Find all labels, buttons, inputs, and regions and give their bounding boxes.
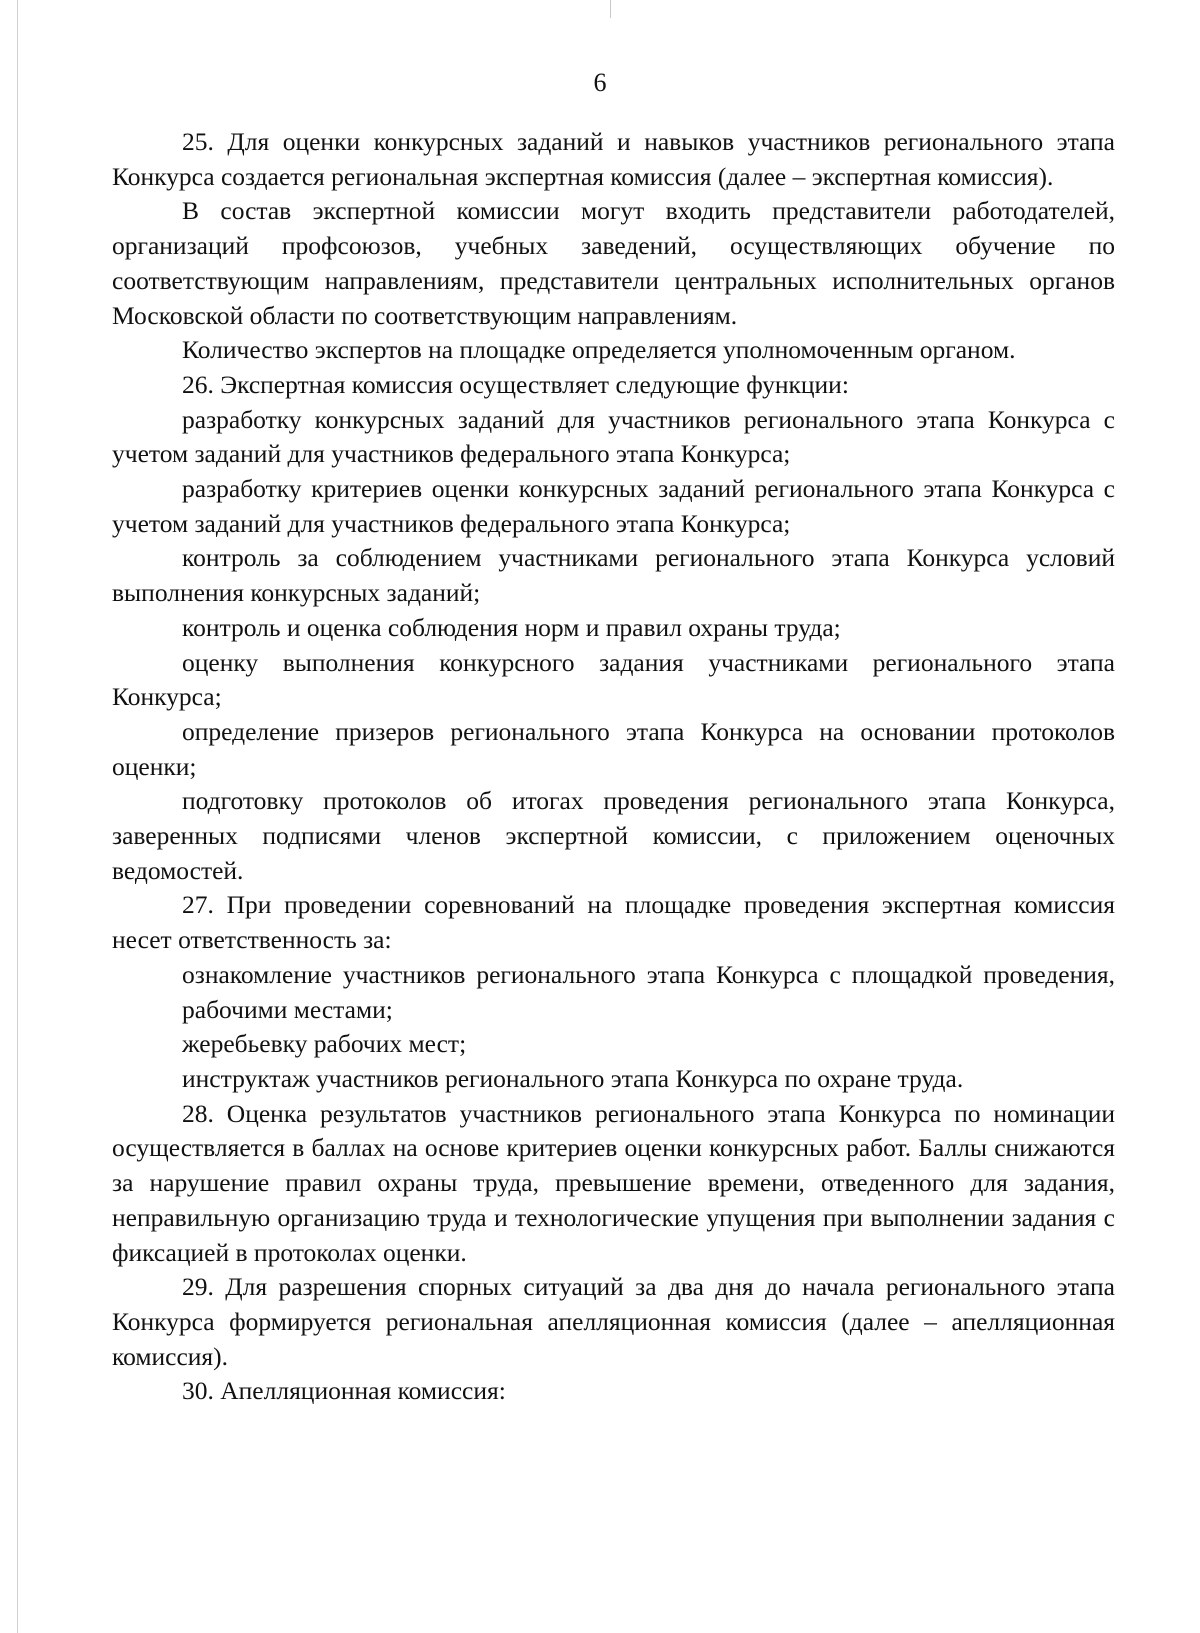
scan-margin-line [17,0,18,1633]
page-number: 6 [593,68,607,97]
list-item-safety-control: контроль и оценка соблюдения норм и правил охраны труда; [182,612,841,642]
scan-artifact-line [610,0,611,18]
paragraph-30: 30. Апелляционная комиссия: [182,1376,506,1406]
document-body [112,125,1115,1409]
paragraph-28: 28. Оценка результатов участников регионального этапа Конкурса по номинации осуществляется в баллах на основе критериев оценки конкурсных работ. Баллы снижаются за нарушение правил охраны труда, превышение времени, отведенного для задания, неправильную организацию труда и технологические упущения при выполнении задания с фиксацией в протоколах оценки. [112,1098,1115,1267]
paragraph-26: 26. Экспертная комиссия осуществляет следующие функции: [182,369,849,399]
list-item-workplace-draw: жеребьевку рабочих мест; [182,1029,467,1059]
list-item-task-evaluation: оценку выполнения конкурсного задания участниками регионального этапа Конкурса; [112,647,1115,712]
paragraph-expert-count: Количество экспертов на площадке определяется уполномоченным органом. [182,335,1016,365]
list-item-site-familiarization: ознакомление участников регионального этапа Конкурса с площадкой проведения, рабочими местами; [182,959,1115,1024]
list-item-winners-determination: определение призеров регионального этапа Конкурса на основании протоколов оценки; [112,716,1115,781]
paragraph-29: 29. Для разрешения спорных ситуаций за два дня до начала регионального этапа Конкурса формируется региональная апелляционная комиссия (далее – апелляционная комиссия). [112,1272,1115,1371]
list-item-task-development: разработку конкурсных заданий для участников регионального этапа Конкурса с учетом заданий для участников федерального этапа Конкурса; [112,404,1115,469]
list-item-compliance-control: контроль за соблюдением участниками регионального этапа Конкурса условий выполнения конкурсных заданий; [112,543,1115,608]
paragraph-27: 27. При проведении соревнований на площадке проведения экспертная комиссия несет ответственность за: [112,890,1115,955]
paragraph-expert-composition: В состав экспертной комиссии могут входить представители работодателей, организаций профсоюзов, учебных заведений, осуществляющих обучение по соответствующим направлениям, представители центральных исполнительных органов Московской области по соответствующим направлениям. [112,196,1115,330]
paragraph-25: 25. Для оценки конкурсных заданий и навыков участников регионального этапа Конкурса создается региональная экспертная комиссия (далее – экспертная комиссия). [112,127,1115,191]
list-item-protocols-preparation: подготовку протоколов об итогах проведения регионального этапа Конкурса, заверенных подписями членов экспертной комиссии, с приложением оценочных ведомостей. [112,786,1115,885]
list-item-criteria-development: разработку критериев оценки конкурсных заданий регионального этапа Конкурса с учетом заданий для участников федерального этапа Конкурса; [112,474,1115,538]
list-item-safety-briefing: инструктаж участников регионального этапа Конкурса по охране труда. [182,1063,964,1093]
